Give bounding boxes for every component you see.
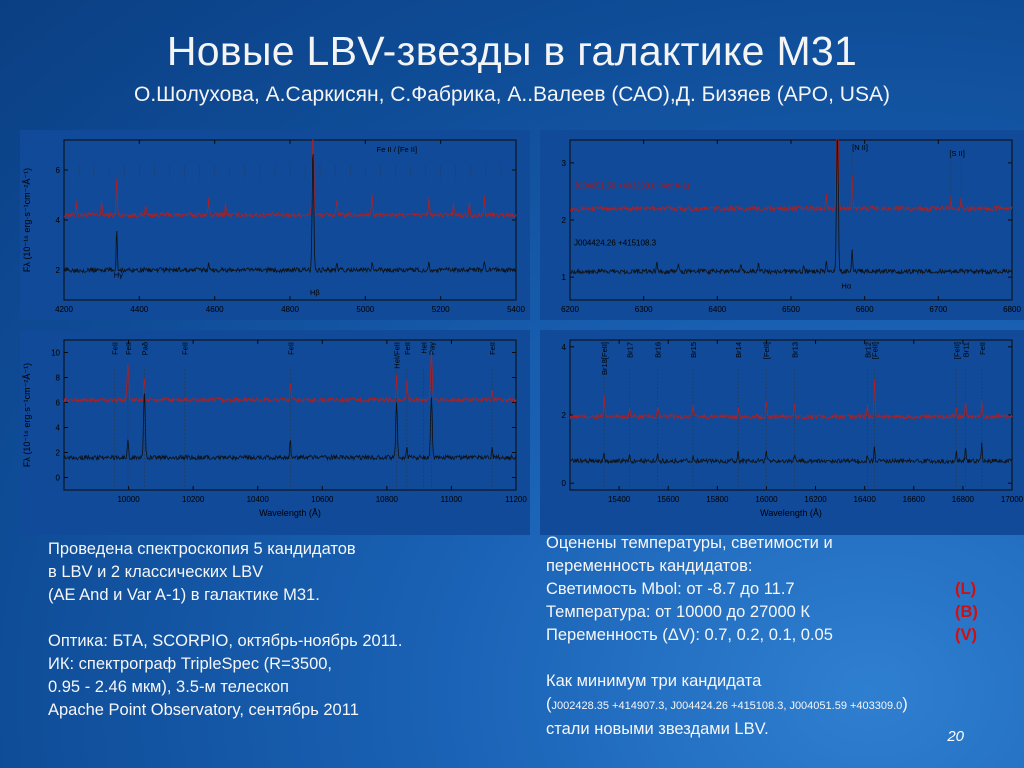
- temperature-tag: (B): [955, 603, 978, 621]
- x-tick-label: 4400: [130, 305, 149, 314]
- left-line-4: Оптика: БТА, SCORPIO, октябрь-ноябрь 2011.: [48, 632, 403, 650]
- line-id-label: HeI/FeII: [392, 342, 402, 369]
- x-axis-title: Wavelength (Å): [259, 508, 321, 518]
- x-tick-label: 10200: [182, 495, 205, 504]
- right-line-7: [546, 693, 996, 718]
- x-tick-label: 6600: [855, 305, 874, 314]
- right-text-block: [546, 532, 996, 741]
- x-tick-label: 6800: [1003, 305, 1021, 314]
- line-id-label: [FeII]: [952, 342, 962, 360]
- annotation-sii: [S II]: [949, 149, 965, 158]
- annotation-feii: Fe II / [Fe II]: [376, 145, 418, 154]
- y-tick-label: 0: [55, 473, 60, 483]
- y-tick-label: 4: [55, 216, 60, 225]
- chart-optical-blue: [20, 130, 530, 320]
- line-id-label: FeII: [488, 342, 498, 355]
- spectrum-series-1: [64, 154, 516, 272]
- variability-text: Переменность (ΔV): 0.7, 0.2, 0.1, 0.05: [546, 626, 833, 644]
- annotation-halpha: Hα: [841, 281, 852, 291]
- y-axis-title: Fλ (10⁻¹⁶ erg·s⁻¹cm⁻²Å⁻¹): [22, 362, 32, 468]
- line-id-label: FeII: [180, 342, 190, 355]
- y-tick-label: 0: [561, 479, 566, 489]
- left-line-7: Apache Point Observatory, сентябрь 2011: [48, 701, 359, 719]
- y-tick-label: 2: [55, 448, 60, 458]
- right-line-4: [546, 601, 996, 624]
- line-id-label: HeI: [419, 342, 429, 354]
- x-tick-label: 15800: [706, 495, 729, 504]
- slide-title: Новые LBV-звезды в галактике М31: [166, 28, 858, 74]
- plot-frame: [570, 340, 1012, 490]
- x-tick-label: 10400: [246, 495, 269, 504]
- y-tick-label: 4: [55, 423, 60, 433]
- x-tick-label: 10800: [375, 495, 398, 504]
- y-tick-label: 6: [55, 166, 60, 175]
- line-id-label: Br18[FeII]: [600, 342, 610, 375]
- plot-frame: [64, 140, 516, 300]
- y-tick-label: 3: [561, 158, 566, 168]
- chart-optical-blue-panel: [20, 130, 530, 320]
- annotation-hbeta: Hβ: [309, 288, 320, 297]
- x-tick-label: 15600: [657, 495, 680, 504]
- x-tick-label: 5200: [431, 305, 450, 314]
- left-line-3: (AE And и Var A-1) в галактике М31.: [48, 586, 320, 604]
- line-id-label: Br13: [790, 342, 800, 358]
- y-tick-label: 8: [55, 373, 60, 383]
- line-id-label: FeII: [286, 342, 296, 355]
- line-id-label: [FeII]: [870, 342, 880, 360]
- x-tick-label: 16000: [755, 495, 778, 504]
- left-line-2: в LBV и 2 классических LBV: [48, 563, 264, 581]
- x-tick-label: 6700: [929, 305, 948, 314]
- line-id-label: Paδ: [140, 342, 150, 356]
- line-id-label: FeII: [123, 342, 133, 355]
- chart-ir-h: [540, 330, 1024, 535]
- right-line-8: стали новыми звездами LBV.: [546, 720, 769, 738]
- x-tick-label: 4200: [55, 305, 73, 314]
- series-label-black: J004424.26 +415108.3: [574, 238, 657, 248]
- x-tick-label: 4600: [205, 305, 224, 314]
- y-tick-label: 2: [561, 216, 566, 225]
- line-id-label: Br17: [625, 342, 635, 358]
- y-tick-label: 2: [55, 266, 60, 275]
- temperature-text: Температура: от 10000 до 27000 К: [546, 603, 810, 621]
- right-line-1: Оценены температуры, светимости и: [546, 534, 833, 552]
- page-number: 20: [947, 728, 964, 745]
- right-line-6: Как минимум три кандидата: [546, 672, 762, 690]
- x-tick-label: 16200: [804, 495, 827, 504]
- x-tick-label: 5000: [356, 305, 375, 314]
- y-tick-label: 10: [51, 348, 60, 358]
- x-tick-label: 6500: [782, 305, 800, 314]
- series-label-red: J004051.59 +403303.0 (Var A-1): [574, 181, 690, 191]
- y-tick-label: 6: [55, 398, 60, 408]
- chart-optical-red: [540, 130, 1024, 320]
- x-tick-label: 11000: [440, 495, 463, 504]
- y-axis-title: Fλ (10⁻¹⁶ erg·s⁻¹cm⁻²Å⁻¹): [22, 167, 32, 273]
- x-tick-label: 6200: [561, 305, 579, 314]
- left-line-5: ИК: спектрограф TripleSpec (R=3500,: [48, 655, 333, 673]
- plot-frame: [570, 140, 1012, 300]
- luminosity-text: Светимость Mbol: от -8.7 до 11.7: [546, 580, 795, 598]
- x-tick-label: 16800: [951, 495, 975, 504]
- line-id-label: FeII: [977, 342, 987, 355]
- spectrum-series-1: [64, 394, 516, 460]
- chart-ir-j: [20, 330, 530, 535]
- authors-line: О.Шолухова, А.Саркисян, С.Фабрика, А..Валеев (САО),Д. Бизяев (APO, USA): [134, 83, 890, 106]
- line-id-label: FeII: [110, 342, 120, 355]
- line-id-label: Br14: [734, 342, 744, 358]
- spectrum-series-0: [570, 140, 1012, 211]
- chart-optical-red-panel: [540, 130, 1024, 320]
- variability-tag: (V): [955, 626, 977, 644]
- line-id-label: Br12: [863, 342, 873, 358]
- x-tick-label: 5400: [507, 305, 525, 314]
- right-line-2: переменность кандидатов:: [546, 557, 753, 575]
- luminosity-tag: (L): [955, 580, 977, 598]
- x-tick-label: 11200: [505, 495, 527, 504]
- x-tick-label: 16400: [853, 495, 876, 504]
- spectrum-series-0: [64, 351, 516, 402]
- x-tick-label: 17000: [1000, 495, 1024, 504]
- x-tick-label: 16600: [902, 495, 925, 504]
- spectrum-series-0: [64, 140, 516, 217]
- x-tick-label: 4800: [281, 305, 299, 314]
- spectrum-series-1: [570, 443, 1012, 464]
- annotation-nii: [N II]: [852, 143, 868, 152]
- paren-open: (: [546, 695, 552, 713]
- y-tick-label: 4: [561, 342, 566, 352]
- line-id-label: Paγ: [427, 342, 437, 355]
- line-id-label: FeII: [402, 342, 412, 355]
- spectrum-series-0: [570, 379, 1012, 419]
- x-tick-label: 15400: [607, 495, 631, 504]
- chart-ir-h-panel: [540, 330, 1024, 535]
- y-tick-label: 2: [561, 411, 566, 420]
- y-tick-label: 1: [561, 273, 566, 283]
- chart-ir-j-panel: [20, 330, 530, 535]
- line-id-label: Br15: [689, 342, 699, 358]
- plot-frame: [64, 340, 516, 490]
- x-tick-label: 10600: [311, 495, 334, 504]
- line-id-label: [FeII]: [762, 342, 772, 360]
- paren-close: ): [902, 695, 908, 713]
- left-text-block: [48, 538, 402, 722]
- annotation-hgamma: Hγ: [113, 270, 123, 280]
- line-id-label: Br16: [653, 342, 663, 358]
- x-tick-label: 10000: [117, 495, 140, 504]
- right-line-5: [546, 624, 996, 647]
- candidate-list: J002428.35 +414907.3, J004424.26 +415108.3, J004051.59 +403309.0: [551, 700, 903, 712]
- x-axis-title: Wavelength (Å): [760, 508, 822, 518]
- right-line-3: [546, 578, 996, 601]
- x-tick-label: 6400: [708, 305, 727, 314]
- left-line-1: Проведена спектроскопия 5 кандидатов: [48, 540, 356, 558]
- line-id-label: Br11: [961, 342, 971, 358]
- left-line-6: 0.95 - 2.46 мкм), 3.5-м телескоп: [48, 678, 289, 696]
- x-tick-label: 6300: [634, 305, 653, 314]
